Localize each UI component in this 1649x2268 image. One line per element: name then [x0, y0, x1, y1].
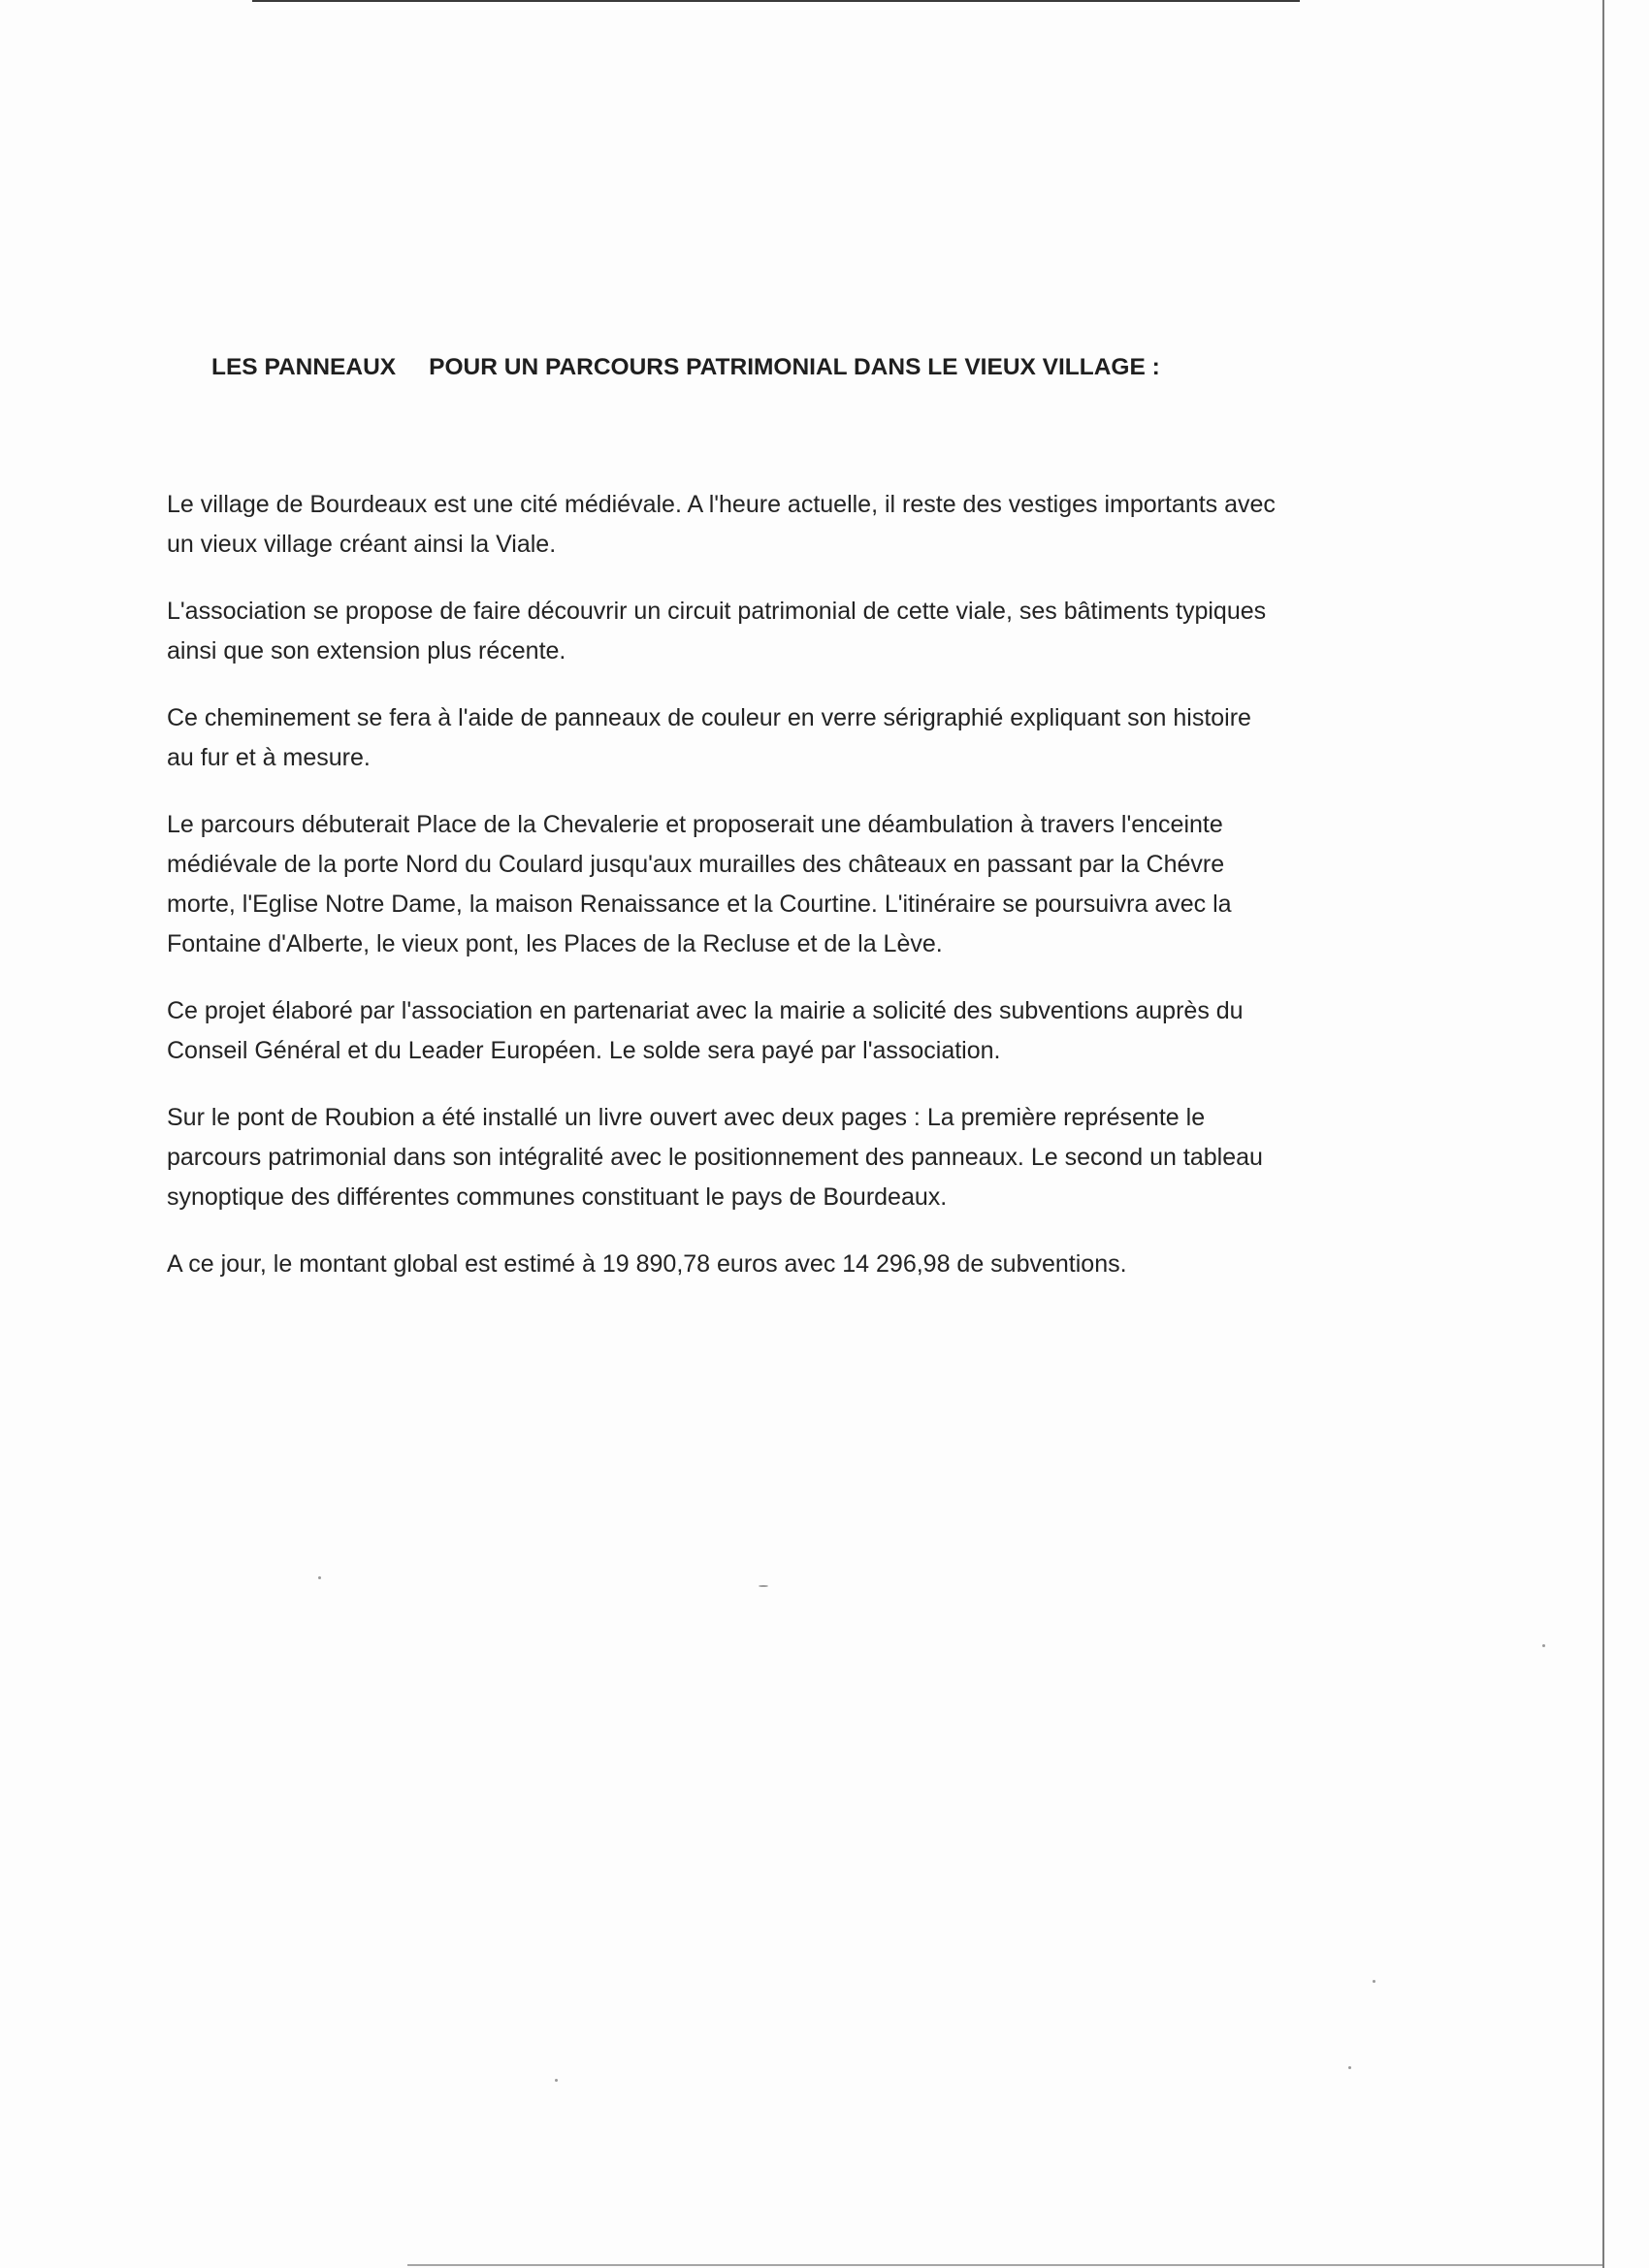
paragraph: Le parcours débuterait Place de la Chevalerie et proposerait une déambulation à travers l'enceinte médiévale de la porte Nord du Coulard jusqu'aux murailles des châteaux en passant par la Chévre morte, l'Eglise Notre Dame, la maison Renaissance et la Courtine. L'itinéraire se poursuivra avec la Fontaine d'Alberte, le vieux pont, les Places de la Recluse et de la Lève. — [167, 811, 1232, 957]
paragraph: Sur le pont de Roubion a été installé un livre ouvert avec deux pages : La première représente le parcours patrimonial dans son intégralité avec le positionnement des panneaux. Le second un tableau synoptique des différentes communes constituant le pays de Bourdeaux. — [167, 1104, 1263, 1211]
scan-edge-top — [252, 0, 1300, 2]
paragraph: Le village de Bourdeaux est une cité médiévale. A l'heure actuelle, il reste des vestiges importants avec un vieux village créant ainsi la Viale. — [167, 491, 1276, 558]
scan-speck — [1373, 1980, 1375, 1983]
scan-speck — [1348, 2066, 1351, 2069]
scan-speck — [555, 2079, 558, 2082]
paragraph: Ce projet élaboré par l'association en partenariat avec la mairie a solicité des subventions auprès du Conseil Général et du Leader Européen. Le solde sera payé par l'association. — [167, 997, 1244, 1064]
scan-edge-right — [1602, 0, 1604, 2268]
scan-edge-bottom — [407, 2264, 1602, 2266]
document-heading: LES PANNEAUX POUR UN PARCOURS PATRIMONIAL DANS LE VIEUX VILLAGE : — [211, 354, 1160, 380]
paragraph: Ce cheminement se fera à l'aide de panneaux de couleur en verre sérigraphié expliquant son histoire au fur et à mesure. — [167, 704, 1251, 771]
scan-speck — [1542, 1644, 1545, 1647]
scan-speck — [759, 1585, 768, 1587]
document-body — [167, 485, 1379, 1312]
paragraph: L'association se propose de faire découvrir un circuit patrimonial de cette viale, ses bâtiments typiques ainsi que son extension plus récente. — [167, 598, 1267, 664]
paragraph: A ce jour, le montant global est estimé à 19 890,78 euros avec 14 296,98 de subventions. — [167, 1250, 1127, 1278]
scan-speck — [318, 1576, 321, 1579]
